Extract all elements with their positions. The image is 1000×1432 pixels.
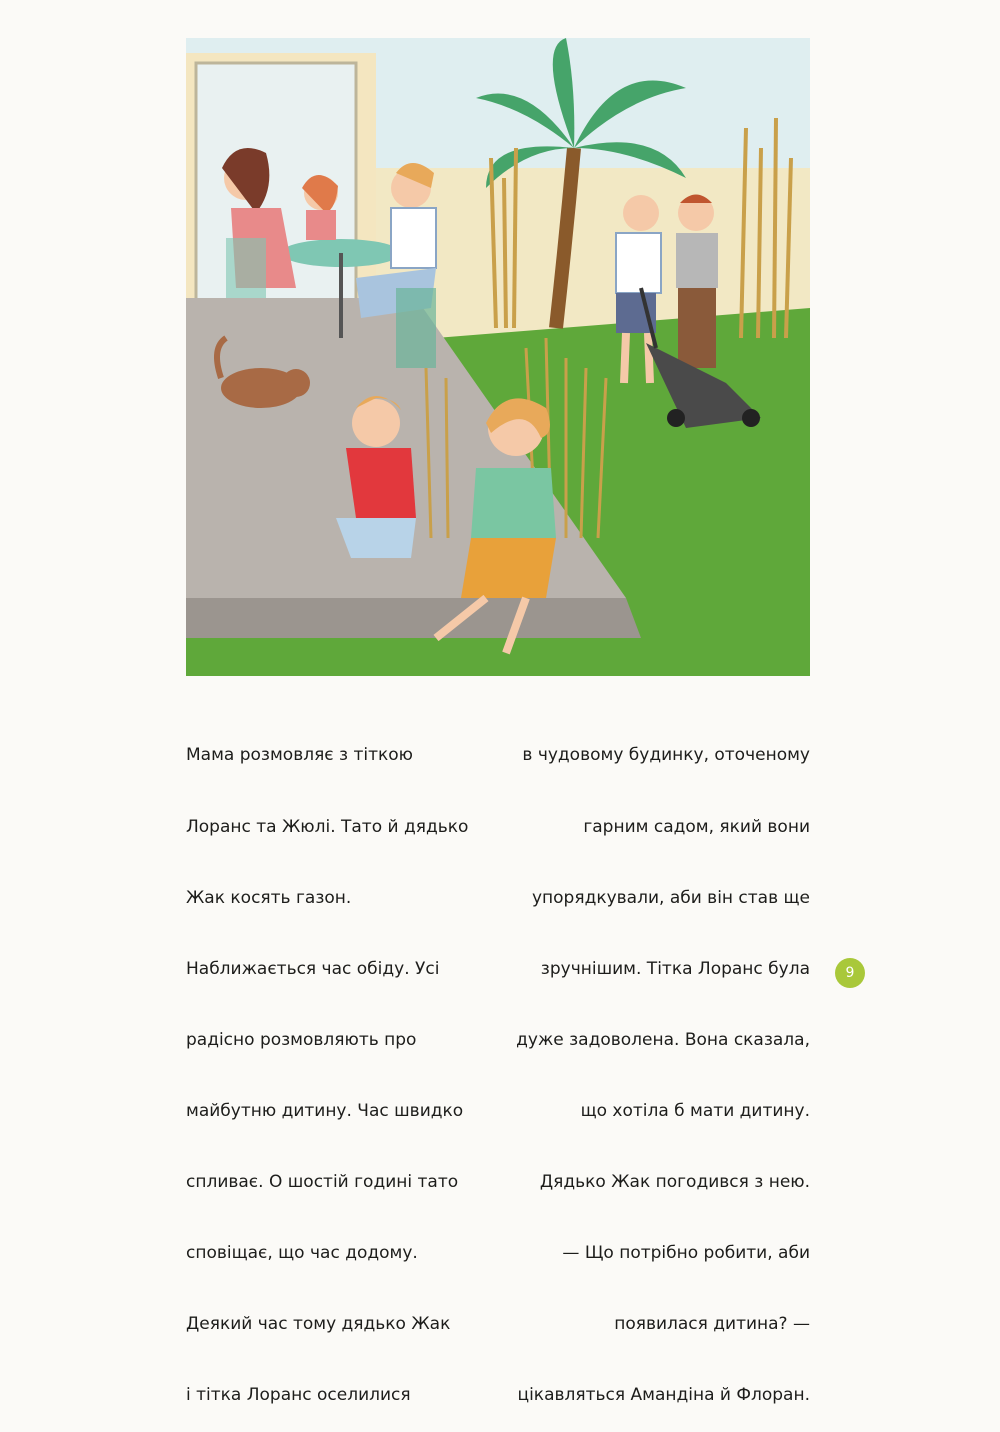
story-line: зручнішим. Тітка Лоранс була xyxy=(540,958,810,979)
story-line: що хотіла б мати дитину. xyxy=(580,1100,810,1121)
story-line: упорядкували, аби він став ще xyxy=(531,887,810,908)
story-line: Дядько Жак погодився з нею. xyxy=(539,1172,810,1193)
story-line: появилася дитина? — xyxy=(614,1314,810,1335)
story-line: майбутню дитину. Час швидко xyxy=(186,1100,464,1121)
uncle-jacques xyxy=(676,195,718,369)
story-line: — Що потрібно робити, аби xyxy=(562,1243,810,1264)
story-line: радісно розмовляють про xyxy=(186,1029,417,1050)
story-line: спливає. О шостій годині тато xyxy=(186,1172,459,1193)
story-line: Лоранс та Жюлі. Тато й дядько xyxy=(186,816,469,837)
story-line: дуже задоволена. Вона сказала, xyxy=(516,1029,810,1050)
story-line: цікавляться Амандіна й Флоран. xyxy=(517,1385,810,1406)
story-line: Наближається час обіду. Усі xyxy=(186,958,440,979)
story-text-right-column xyxy=(510,697,810,1432)
illustration xyxy=(186,38,810,676)
story-line: гарним садом, який вони xyxy=(583,816,810,837)
story-line: Мама розмовляє з тіткою xyxy=(186,745,413,766)
page-number-badge: 9 xyxy=(835,958,865,988)
story-line: і тітка Лоранс оселилися xyxy=(186,1385,411,1406)
story-line: Жак косять газон. xyxy=(186,887,352,908)
story-line: Деякий час тому дядько Жак xyxy=(186,1314,451,1335)
garden-scene-illustration xyxy=(186,38,810,676)
story-text-left-column xyxy=(186,697,486,1432)
story-line: в чудовому будинку, оточеному xyxy=(522,745,810,766)
story-line: сповіщає, що час додому. xyxy=(186,1243,418,1264)
